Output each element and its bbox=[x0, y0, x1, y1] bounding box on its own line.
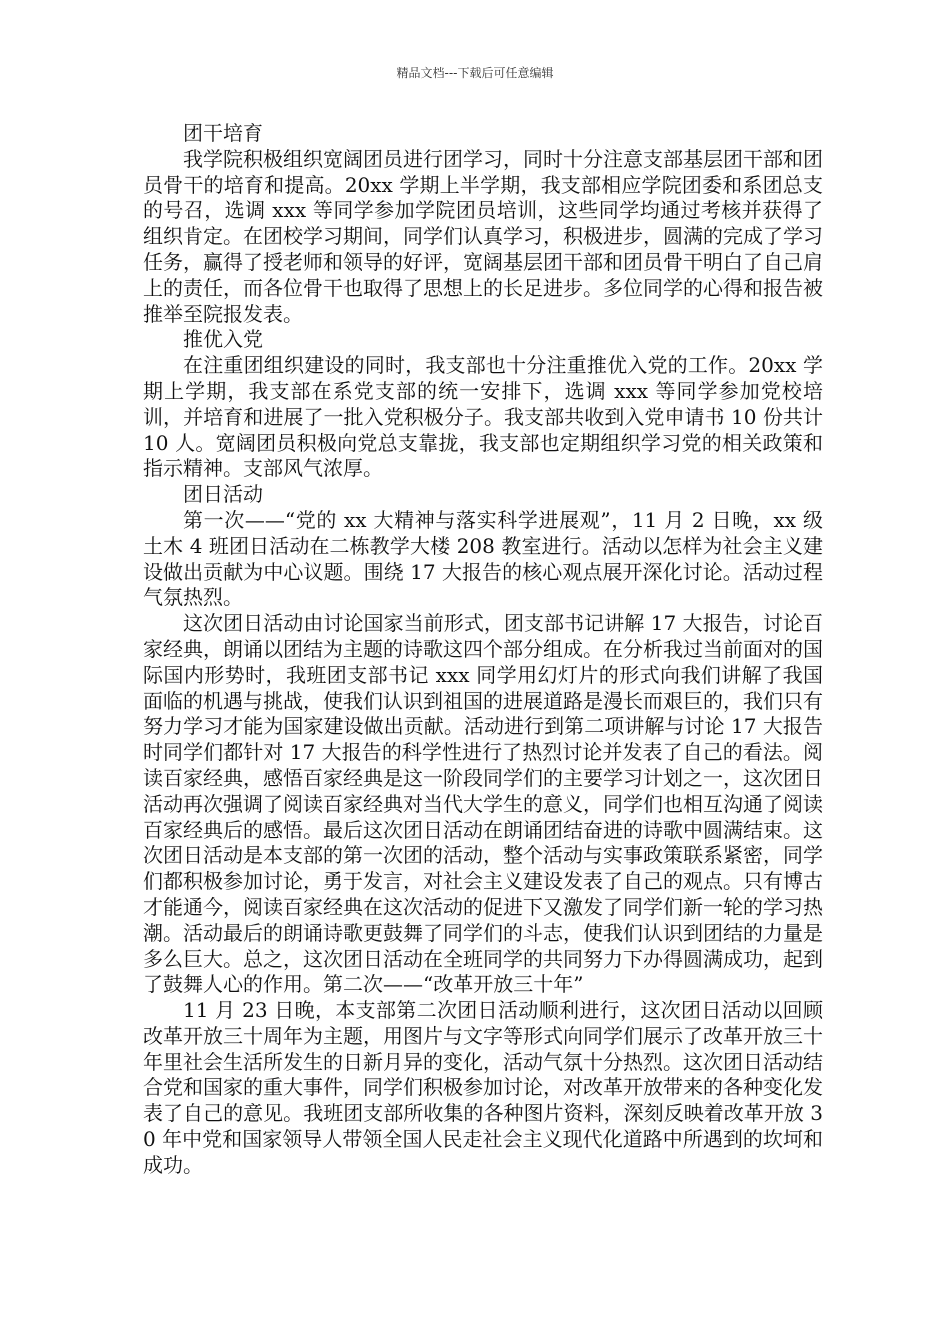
section-heading-cadre-training: 团干培育 bbox=[183, 121, 263, 145]
section-heading-party-recommendation: 推优入党 bbox=[183, 327, 263, 352]
paragraph-party-recommendation: 在注重团组织建设的同时，我支部也十分注重推优入党的工作。20xx 学期上学期，我支部在系党支部的统一安排下，选调 xxx 等同学参加党校培训，并培育和进展了一批入党积极分子。我支部共收到入党申请书 10 份共计 10 人。宽阔团员积极向党总支靠拢，我支部也定期组织学习党的相关政策和指示精神。支部风气浓厚。 bbox=[143, 353, 823, 481]
paragraph-league-day-details: 这次团日活动由讨论国家当前形式，团支部书记讲解 17 大报告，讨论百家经典，朗诵以团结为主题的诗歌这四个部分组成。在分析我过当前面对的国际国内形势时，我班团支部书记 xxx 同学用幻灯片的形式向我们讲解了我国面临的机遇与挑战，使我们认识到祖国的进展道路是漫长而艰巨的，我们只有努力学习才能为国家建设做出贡献。活动进行到第二项讲解与讨论 17 大报告时同学们都针对 17 大报告的科学性进行了热烈讨论并发表了自己的看法。阅读百家经典，感悟百家经典是这一阶段同学们的主要学习计划之一，这次团日活动再次强调了阅读百家经典对当代大学生的意义，同学们也相互沟通了阅读百家经典后的感悟。最后这次团日活动在朗诵团结奋进的诗歌中圆满结束。这次团日活动是本支部的第一次团的活动，整个活动与实事政策联系紧密，同学们都积极参加讨论，勇于发言，对社会主义建设发表了自己的观点。只有博古才能通今，阅读百家经典在这次活动的促进下又激发了同学们新一轮的学习热潮。活动最后的朗诵诗歌更鼓舞了同学们的斗志，使我们认识到团结的力量是多么巨大。总之，这次团日活动在全班同学的共同努力下办得圆满成功，起到了鼓舞人心的作用。第二次——“改革开放三十年” bbox=[143, 611, 823, 997]
document-body bbox=[143, 121, 823, 1179]
page-header: 精品文档---下载后可任意编辑 bbox=[396, 66, 554, 80]
section-heading-league-day: 团日活动 bbox=[183, 482, 263, 507]
paragraph-cadre-training: 我学院积极组织宽阔团员进行团学习，同时十分注意支部基层团干部和团员骨干的培育和提高。20xx 学期上半学期，我支部相应学院团委和系团总支的号召，选调 xxx 等同学参加学院团员培训，这些同学均通过考核并获得了组织肯定。在团校学习期间，同学们认真学习，积极进步，圆满的完成了学习任务，赢得了授老师和领导的好评，宽阔基层团干部和团员骨干明白了自己肩上的责任，而各位骨干也取得了思想上的长足进步。多位同学的心得和报告被推举至院报发表。 bbox=[143, 146, 823, 326]
paragraph-league-day-second: 11 月 23 日晚，本支部第二次团日活动顺利进行，这次团日活动以回顾改革开放三十周年为主题，用图片与文字等形式向同学们展示了改革开放三十年里社会生活所发生的日新月异的变化，活动气氛十分热烈。这次团日活动结合党和国家的重大事件，同学们积极参加讨论，对改革开放带来的各种变化发表了自己的意见。我班团支部所收集的各种图片资料，深刻反映着改革开放 30 年中党和国家领导人带领全国人民走社会主义现代化道路中所遇到的坎坷和成功。 bbox=[143, 998, 823, 1177]
paragraph-league-day-first: 第一次——“党的 xx 大精神与落实科学进展观”，11 月 2 日晚，xx 级土木 4 班团日活动在二栋教学大楼 208 教室进行。活动以怎样为社会主义建设做出贡献为中心议题。围绕 17 大报告的核心观点展开深化讨论。活动过程气氛热烈。 bbox=[143, 507, 823, 610]
